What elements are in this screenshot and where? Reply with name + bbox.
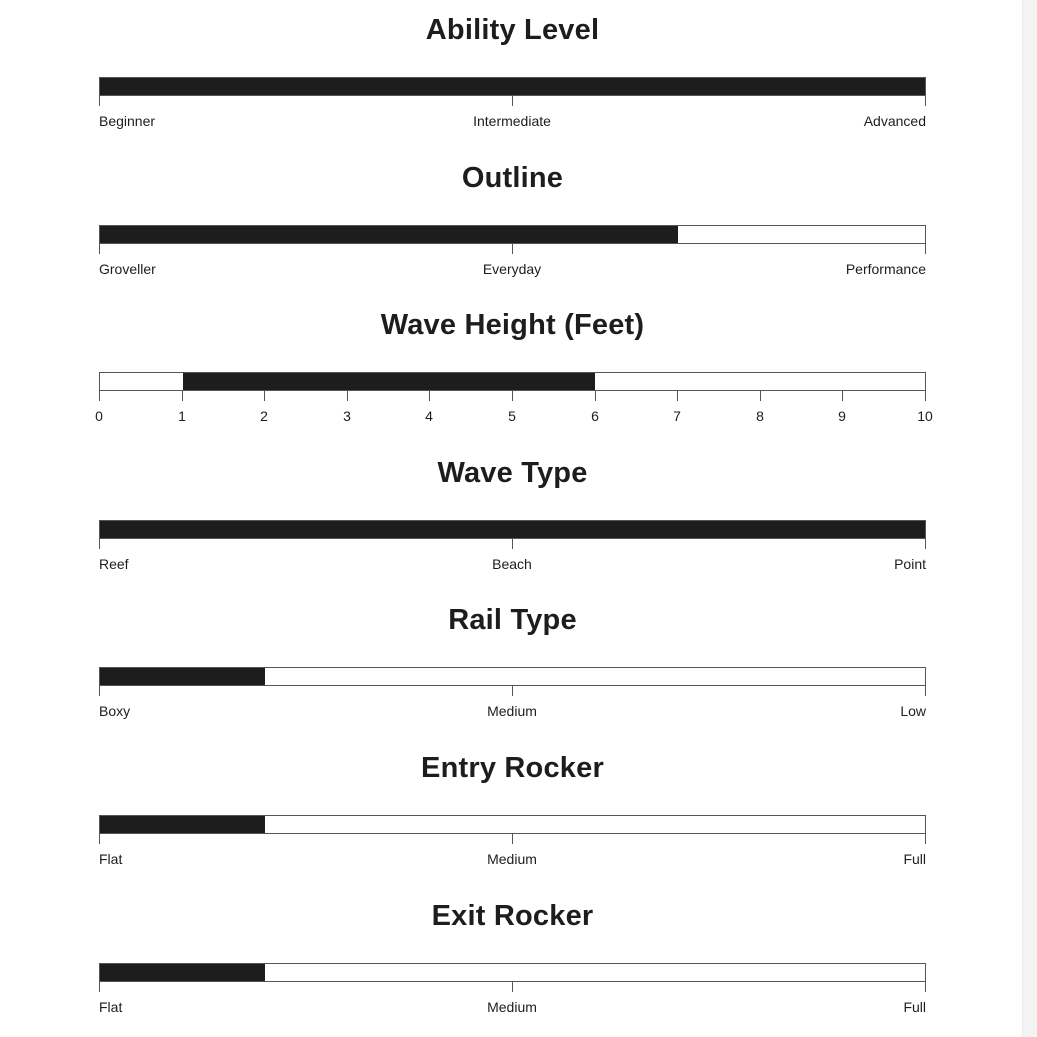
exit-rocker-tick-label: Full <box>903 999 926 1015</box>
wave-height-feet-scale <box>95 295 933 443</box>
wave-height-feet-tick-label: 0 <box>95 408 103 424</box>
exit-rocker-tick <box>925 981 926 992</box>
ability-level-tick-label: Intermediate <box>473 113 551 129</box>
outline-tick-label: Everyday <box>482 261 542 277</box>
wave-height-feet-tick-labels <box>95 407 933 427</box>
wave-height-feet-tick <box>512 390 513 401</box>
wave-height-feet-tick <box>264 390 265 401</box>
ability-level-tick <box>512 95 513 106</box>
rail-type-scale <box>99 590 926 738</box>
wave-height-feet-tick <box>925 390 926 401</box>
wave-height-feet-title: Wave Height (Feet) <box>380 309 645 341</box>
entry-rocker-tick-labels <box>99 850 926 870</box>
exit-rocker-ticks <box>99 963 926 993</box>
wave-height-feet-tick <box>182 390 183 401</box>
rail-type-tick-label: Medium <box>487 703 537 719</box>
entry-rocker-tick <box>512 833 513 844</box>
rail-type-tick-label: Low <box>900 703 926 719</box>
entry-rocker-title: Entry Rocker <box>421 752 604 784</box>
outline-tick <box>512 243 513 254</box>
wave-height-feet-tick-label: 6 <box>591 408 599 424</box>
exit-rocker-tick-label: Flat <box>99 999 123 1015</box>
outline-ticks <box>99 225 926 255</box>
ability-level-title: Ability Level <box>425 14 600 46</box>
outline-scale <box>99 148 926 296</box>
entry-rocker-ticks <box>99 815 926 845</box>
wave-height-feet-tick-label: 10 <box>917 408 933 424</box>
wave-height-feet-tick <box>842 390 843 401</box>
wave-height-feet-tick <box>429 390 430 401</box>
exit-rocker-tick <box>99 981 100 992</box>
rail-type-tick-label: Boxy <box>99 703 131 719</box>
ability-level-tick <box>99 95 100 106</box>
wave-type-tick-labels <box>99 555 926 575</box>
wave-height-feet-tick <box>347 390 348 401</box>
rail-type-tick <box>925 685 926 696</box>
rail-type-tick-labels <box>99 702 926 722</box>
wave-height-feet-tick-label: 4 <box>425 408 433 424</box>
entry-rocker-tick-label: Flat <box>99 851 123 867</box>
entry-rocker-tick <box>99 833 100 844</box>
wave-type-tick-label: Point <box>894 556 926 572</box>
wave-type-tick <box>99 538 100 549</box>
ability-level-ticks <box>99 77 926 107</box>
wave-height-feet-tick <box>595 390 596 401</box>
wave-type-ticks <box>99 520 926 550</box>
wave-type-tick-label: Beach <box>492 556 532 572</box>
entry-rocker-tick <box>925 833 926 844</box>
ability-level-tick <box>925 95 926 106</box>
exit-rocker-tick-label: Medium <box>487 999 537 1015</box>
ability-level-tick-label: Beginner <box>99 113 156 129</box>
ability-level-tick-label: Advanced <box>863 113 926 129</box>
exit-rocker-scale <box>99 886 926 1034</box>
wave-height-feet-tick-label: 3 <box>343 408 351 424</box>
ability-level-scale <box>99 0 926 148</box>
wave-height-feet-tick <box>760 390 761 401</box>
exit-rocker-tick <box>512 981 513 992</box>
exit-rocker-tick-labels <box>99 998 926 1018</box>
exit-rocker-title: Exit Rocker <box>431 900 594 932</box>
wave-height-feet-ticks <box>99 372 926 402</box>
outline-tick-labels <box>99 260 926 280</box>
rail-type-ticks <box>99 667 926 697</box>
wave-height-feet-tick <box>677 390 678 401</box>
wave-height-feet-tick-label: 2 <box>260 408 268 424</box>
rail-type-tick <box>512 685 513 696</box>
rail-type-title: Rail Type <box>448 604 577 636</box>
wave-height-feet-tick-label: 8 <box>756 408 764 424</box>
wave-height-feet-tick <box>99 390 100 401</box>
entry-rocker-tick-label: Medium <box>487 851 537 867</box>
entry-rocker-scale <box>99 738 926 886</box>
wave-type-tick <box>925 538 926 549</box>
rail-type-tick <box>99 685 100 696</box>
outline-tick-label: Groveller <box>99 261 156 277</box>
outline-title: Outline <box>461 162 564 194</box>
wave-height-feet-tick-label: 1 <box>178 408 186 424</box>
entry-rocker-tick-label: Full <box>903 851 926 867</box>
outline-tick-label: Performance <box>845 261 926 277</box>
wave-height-feet-tick-label: 7 <box>673 408 681 424</box>
outline-tick <box>925 243 926 254</box>
wave-height-feet-tick-label: 5 <box>508 408 516 424</box>
outline-tick <box>99 243 100 254</box>
ability-level-tick-labels <box>99 112 926 132</box>
wave-type-tick-label: Reef <box>99 556 129 572</box>
page-right-edge <box>1022 0 1037 1037</box>
wave-type-title: Wave Type <box>437 457 588 489</box>
wave-height-feet-tick-label: 9 <box>838 408 846 424</box>
wave-type-scale <box>99 443 926 591</box>
wave-type-tick <box>512 538 513 549</box>
